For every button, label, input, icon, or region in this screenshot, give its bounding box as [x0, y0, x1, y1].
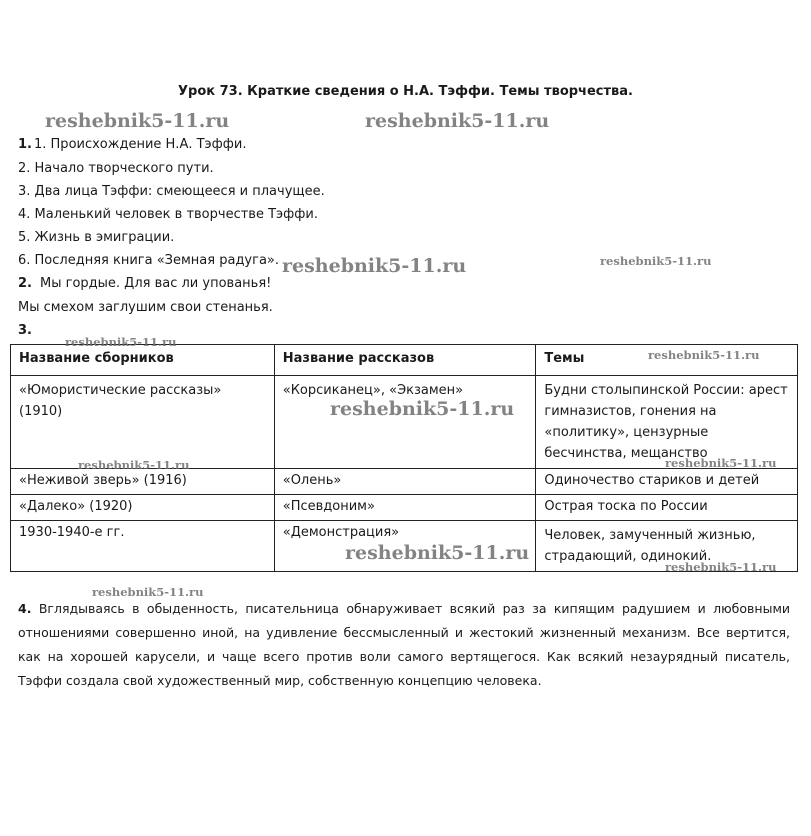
- header-collections: Название сборников: [11, 345, 275, 376]
- table-cell: Человек, замученный жизнью, страдающий, одинокий.: [536, 521, 798, 572]
- watermark-logo: reshebnik5-11.ru: [92, 585, 204, 599]
- watermark-logo: reshebnik5-11.ru: [345, 542, 530, 564]
- table-cell: «Корсиканец», «Экзамен»: [274, 376, 536, 469]
- table-row: [11, 495, 798, 521]
- watermark-logo: reshebnik5-11.ru: [648, 348, 760, 362]
- section-4-paragraph: [18, 597, 790, 693]
- section-4-number: 4.: [18, 601, 32, 616]
- watermark-logo: reshebnik5-11.ru: [365, 110, 550, 132]
- section-3-number: 3.: [18, 323, 32, 338]
- section-1-item: 1. Происхождение Н.А. Тэффи.: [34, 137, 247, 152]
- watermark-logo: reshebnik5-11.ru: [65, 335, 177, 349]
- watermark-logo: reshebnik5-11.ru: [330, 398, 515, 420]
- poem-line-2: Мы смехом заглушим свои стенанья.: [18, 300, 273, 315]
- table-row: [11, 469, 798, 495]
- section-1-item: 3. Два лица Тэффи: смеющееся и плачущее.: [18, 184, 325, 199]
- table-cell: «Демонстрация»: [274, 521, 536, 572]
- table-cell: «Далеко» (1920): [11, 495, 275, 521]
- section-1-item: 2. Начало творческого пути.: [18, 161, 214, 176]
- watermark-logo: reshebnik5-11.ru: [78, 458, 190, 472]
- table-cell: Будни столыпинской России: арест гимназистов, гонения на «политику», цензурные бесчинства, мещанство: [536, 376, 798, 469]
- watermark-logo: reshebnik5-11.ru: [600, 254, 712, 268]
- works-table: [10, 344, 798, 572]
- table-row: [11, 376, 798, 469]
- poem-line-1: Мы гордые. Для вас ли упованья!: [40, 276, 272, 291]
- table-cell: «Олень»: [274, 469, 536, 495]
- table-row: [11, 521, 798, 572]
- table-header-row: [11, 345, 798, 376]
- watermark-logo: reshebnik5-11.ru: [282, 255, 467, 277]
- watermark-logo: reshebnik5-11.ru: [45, 110, 230, 132]
- watermark-logo: reshebnik5-11.ru: [665, 456, 777, 470]
- section-2-number: 2.: [18, 276, 32, 291]
- section-1-number: 1.: [18, 137, 32, 152]
- watermark-logo: reshebnik5-11.ru: [665, 560, 777, 574]
- table-cell: «Псевдоним»: [274, 495, 536, 521]
- section-1-item: 6. Последняя книга «Земная радуга».: [18, 253, 280, 268]
- header-themes: Темы: [536, 345, 798, 376]
- section-4-text: Вглядываясь в обыденность, писательница обнаруживает всякий раз за кипящим радушием и любовными отношениями совершенно иной, на удивление бессмысленный и жестокий жизненный механизм. Все вертится, как на хорошей карусели, и чаще всего против воли самого вертящегося. Как всякий незаурядный писатель, Тэффи создала свой художественный мир, собственную концепцию человека.: [18, 601, 790, 688]
- lesson-title: Урок 73. Краткие сведения о Н.А. Тэффи. Темы творчества.: [178, 84, 633, 99]
- table-cell: «Юмористические рассказы» (1910): [11, 376, 275, 469]
- table-cell: 1930-1940-е гг.: [11, 521, 275, 572]
- header-stories: Название рассказов: [274, 345, 536, 376]
- table-cell: Острая тоска по России: [536, 495, 798, 521]
- section-1-item: 5. Жизнь в эмиграции.: [18, 230, 175, 245]
- table-cell: «Неживой зверь» (1916): [11, 469, 275, 495]
- section-1-item: 4. Маленький человек в творчестве Тэффи.: [18, 207, 318, 222]
- table-cell: Одиночество стариков и детей: [536, 469, 798, 495]
